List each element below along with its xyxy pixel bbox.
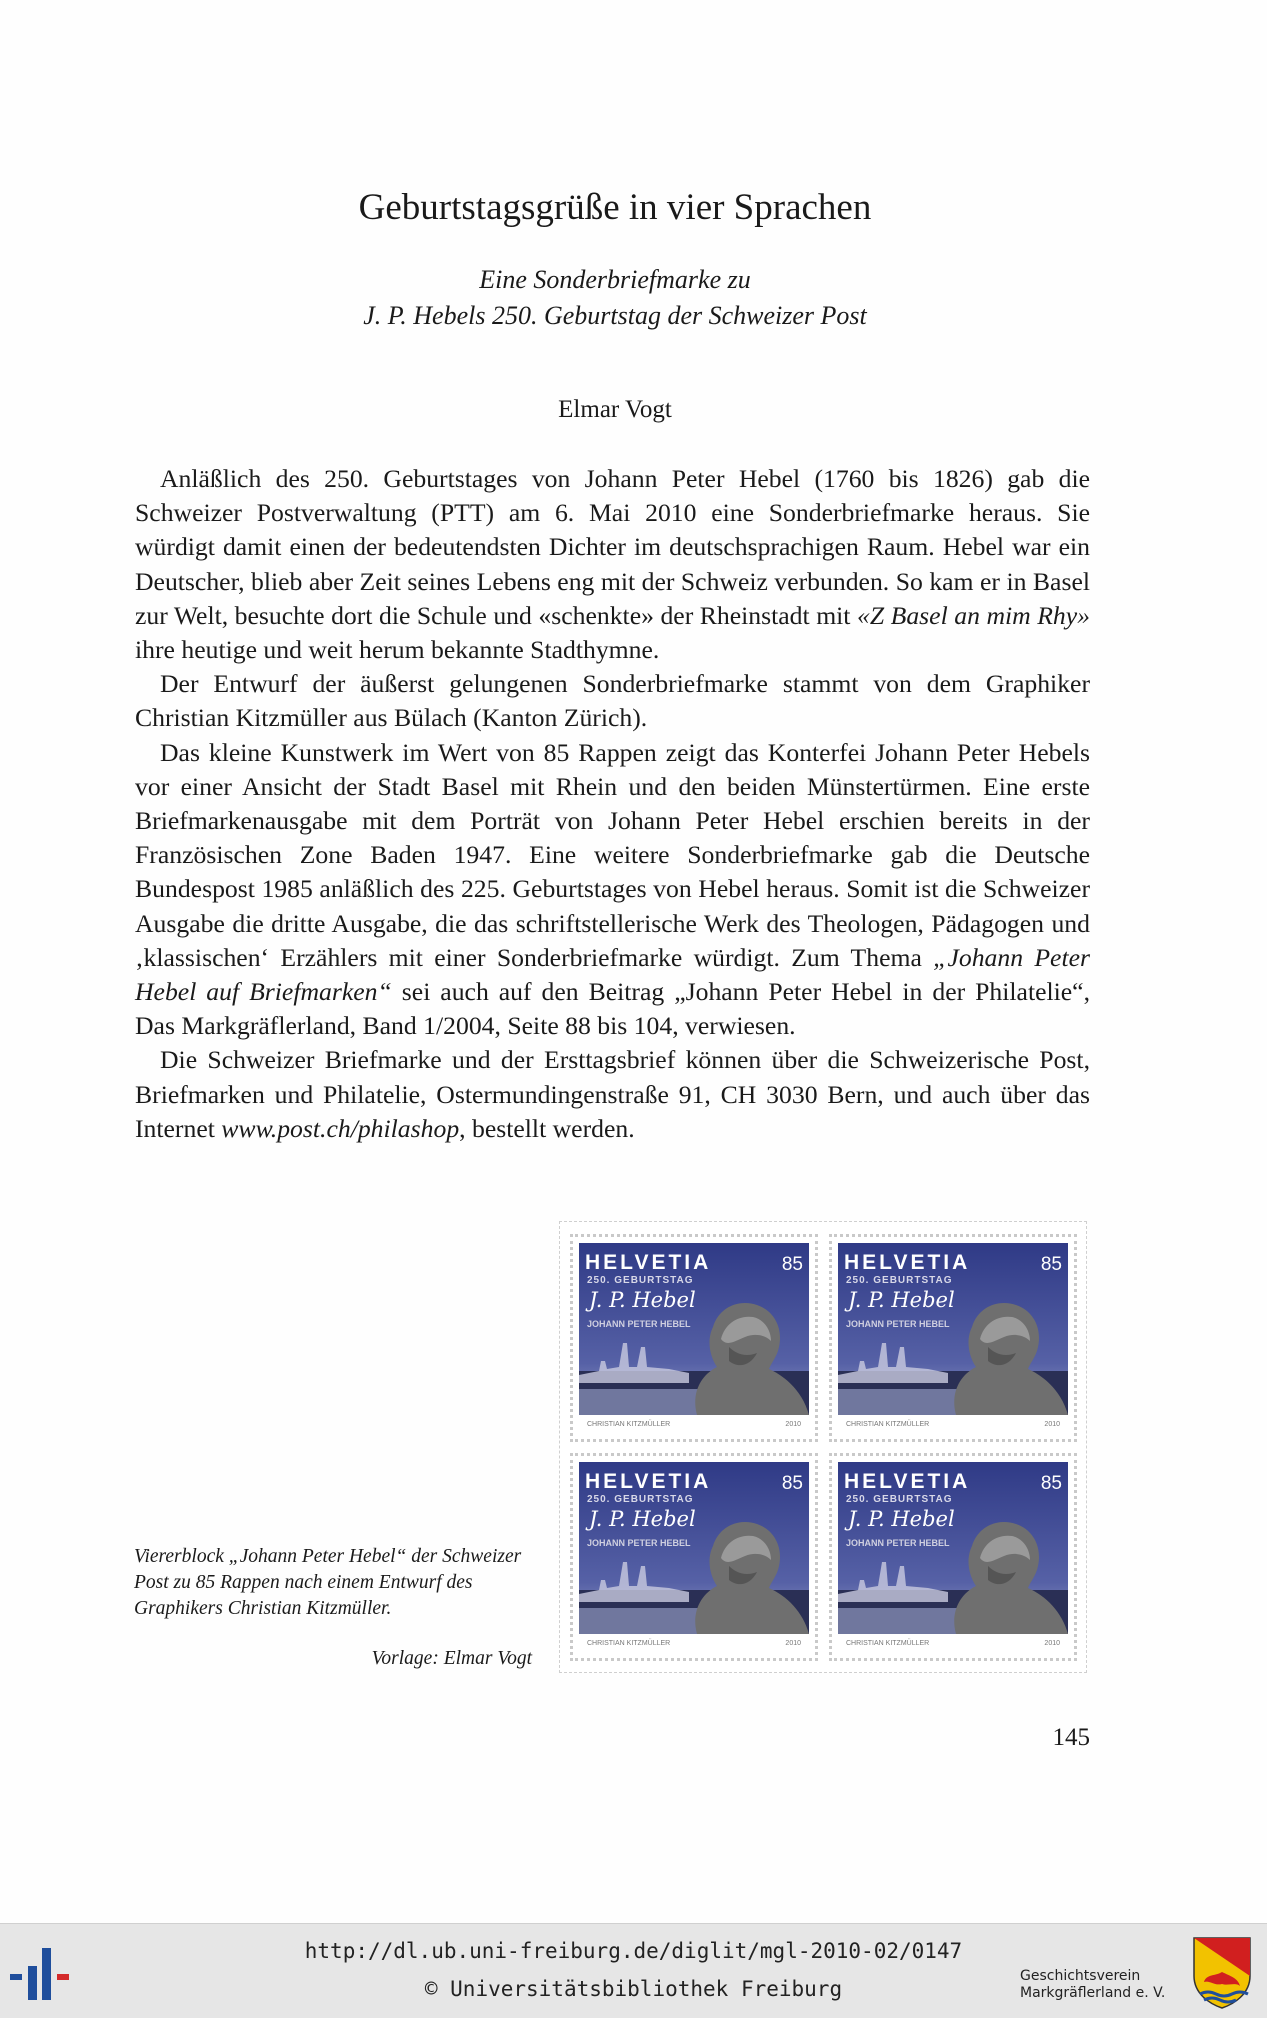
stamp-anniversary: 250. GEBURTSTAG (587, 1275, 694, 1286)
paragraph-1-text-b: ihre heutige und weit herum bekannte Stadthymne. (135, 635, 660, 665)
stamp-signature: J. P. Hebel (589, 1288, 696, 1312)
article-subtitle (0, 262, 1230, 334)
coat-of-arms-icon (1192, 1936, 1252, 2010)
figure-caption: Viererblock „Johann Peter Hebel“ der Schweizer Post zu 85 Rappen nach einem Entwurf des Graphikers Christian Kitzmüller. (134, 1546, 522, 1619)
stamp-value: 85 (781, 1473, 803, 1494)
stamp-value: 85 (1040, 1473, 1062, 1494)
stamp-country: HELVETIA (844, 1251, 971, 1274)
stamp-designer: CHRISTIAN KITZMÜLLER (587, 1640, 671, 1647)
society-name (1020, 1968, 1165, 2002)
paragraph-3 (135, 736, 1090, 1044)
stamp-block-figure (559, 1221, 1087, 1673)
stamp-country: HELVETIA (585, 1470, 712, 1493)
stamp-year: 2010 (1044, 1421, 1060, 1428)
paragraph-3-text-b: sei auch auf den Beitrag „Johann Peter Hebel in der Philatelie“, Das Markgräflerland, Band 1/2004, Seite 88 bis 104, verwiesen. (135, 977, 1090, 1041)
paragraph-1 (135, 462, 1090, 667)
stamp-year: 2010 (785, 1640, 801, 1647)
stamp-anniversary: 250. GEBURTSTAG (587, 1494, 694, 1505)
stamp-country: HELVETIA (585, 1251, 712, 1274)
footer-copyright: © Universitätsbibliothek Freiburg (424, 1977, 843, 2001)
stamp-artwork (838, 1243, 1068, 1433)
stamp (829, 1453, 1077, 1661)
subtitle-line-1: Eine Sonderbriefmarke zu (479, 265, 751, 294)
stamp-year: 2010 (785, 1421, 801, 1428)
paragraph-1-emphasis: «Z Basel an mim Rhy» (856, 600, 1090, 630)
paragraph-4-text-b: , bestellt werden. (459, 1113, 635, 1143)
paragraph-4-link-text: www.post.ch/philashop (221, 1113, 460, 1143)
paragraph-2: Der Entwurf der äußerst gelungenen Sonderbriefmarke stammt von dem Graphiker Christian Kitzmüller aus Bülach (Kanton Zürich). (135, 669, 1090, 733)
subtitle-line-2: J. P. Hebels 250. Geburtstag der Schweizer Post (363, 301, 867, 330)
footer-bar (0, 1923, 1267, 2018)
stamp (570, 1234, 818, 1442)
stamp-artwork (838, 1462, 1068, 1652)
stamp-signature: J. P. Hebel (848, 1507, 955, 1531)
figure-credit: Vorlage: Elmar Vogt (371, 1648, 532, 1669)
stamp-artwork (579, 1462, 809, 1652)
page-number: 145 (1052, 1724, 1090, 1751)
stamp-anniversary: 250. GEBURTSTAG (846, 1275, 953, 1286)
stamp-value: 85 (1040, 1254, 1062, 1275)
stamp-country: HELVETIA (844, 1470, 971, 1493)
stamp-designer: CHRISTIAN KITZMÜLLER (587, 1421, 671, 1428)
paragraph-4 (135, 1043, 1090, 1146)
stamp-signature: J. P. Hebel (589, 1507, 696, 1531)
paragraph-3-text-a: Das kleine Kunstwerk im Wert von 85 Rappen zeigt das Konterfei Johann Peter Hebels vor einer Ansicht der Stadt Basel mit Rhein und den beiden Münstertürmen. Eine erste Briefmarkenausgabe mit dem Porträt von Johann Peter Hebel erschien bereits in der Französischen Zone Baden 1947. Eine weitere Sonderbriefmarke gab die Deutsche Bundespost 1985 anläßlich des 225. Geburtstages von Hebel heraus. Somit ist die Schweizer Ausgabe die dritte Ausgabe, die das schriftstellerische Werk des Theologen, Pädagogen und ‚klassischen‘ Erzählers mit einer Sonderbriefmarke würdigt. Zum Thema (135, 737, 1090, 972)
article-title: Geburtstagsgrüße in vier Sprachen (358, 187, 872, 228)
paragraph-1-text-a: Anläßlich des 250. Geburtstages von Johann Peter Hebel (1760 bis 1826) gab die Schweizer Postverwaltung (PTT) am 6. Mai 2010 eine Sonderbriefmarke heraus. Sie würdigt damit einen der bedeutendsten Dichter im deutschsprachigen Raum. Hebel war ein Deutscher, blieb aber Zeit seines Lebens eng mit der Schweiz verbunden. So kam er in Basel zur Welt, besuchte dort die Schule und «schenkte» der Rheinstadt mit (135, 464, 1090, 630)
article-author: Elmar Vogt (558, 396, 672, 423)
stamp-signature: J. P. Hebel (848, 1288, 955, 1312)
footer-url[interactable]: http://dl.ub.uni-freiburg.de/diglit/mgl-2010-02/0147 (304, 1939, 963, 1963)
society-line-1: Geschichtsverein (1020, 1968, 1141, 1984)
article-body (135, 462, 1090, 1146)
stamp-year: 2010 (1044, 1640, 1060, 1647)
stamp-name: JOHANN PETER HEBEL (587, 1319, 691, 1329)
paragraph-3-emphasis: „Johann Peter Hebel auf Briefmarken“ (135, 942, 1090, 1007)
stamp-name: JOHANN PETER HEBEL (846, 1319, 950, 1329)
stamp-designer: CHRISTIAN KITZMÜLLER (846, 1421, 930, 1428)
stamp-name: JOHANN PETER HEBEL (846, 1538, 950, 1548)
stamp-artwork (579, 1243, 809, 1433)
stamp (570, 1453, 818, 1661)
stamp-name: JOHANN PETER HEBEL (587, 1538, 691, 1548)
society-line-2: Markgräflerland e. V. (1020, 1985, 1166, 2001)
paragraph-4-text-a: Die Schweizer Briefmarke und der Ersttagsbrief können über die Schweizerische Post, Briefmarken und Philatelie, Ostermundingenstraße 91, CH 3030 Bern, und auch über das Internet (135, 1045, 1090, 1143)
stamp (829, 1234, 1077, 1442)
stamp-designer: CHRISTIAN KITZMÜLLER (846, 1640, 930, 1647)
stamp-anniversary: 250. GEBURTSTAG (846, 1494, 953, 1505)
stamp-value: 85 (781, 1254, 803, 1275)
